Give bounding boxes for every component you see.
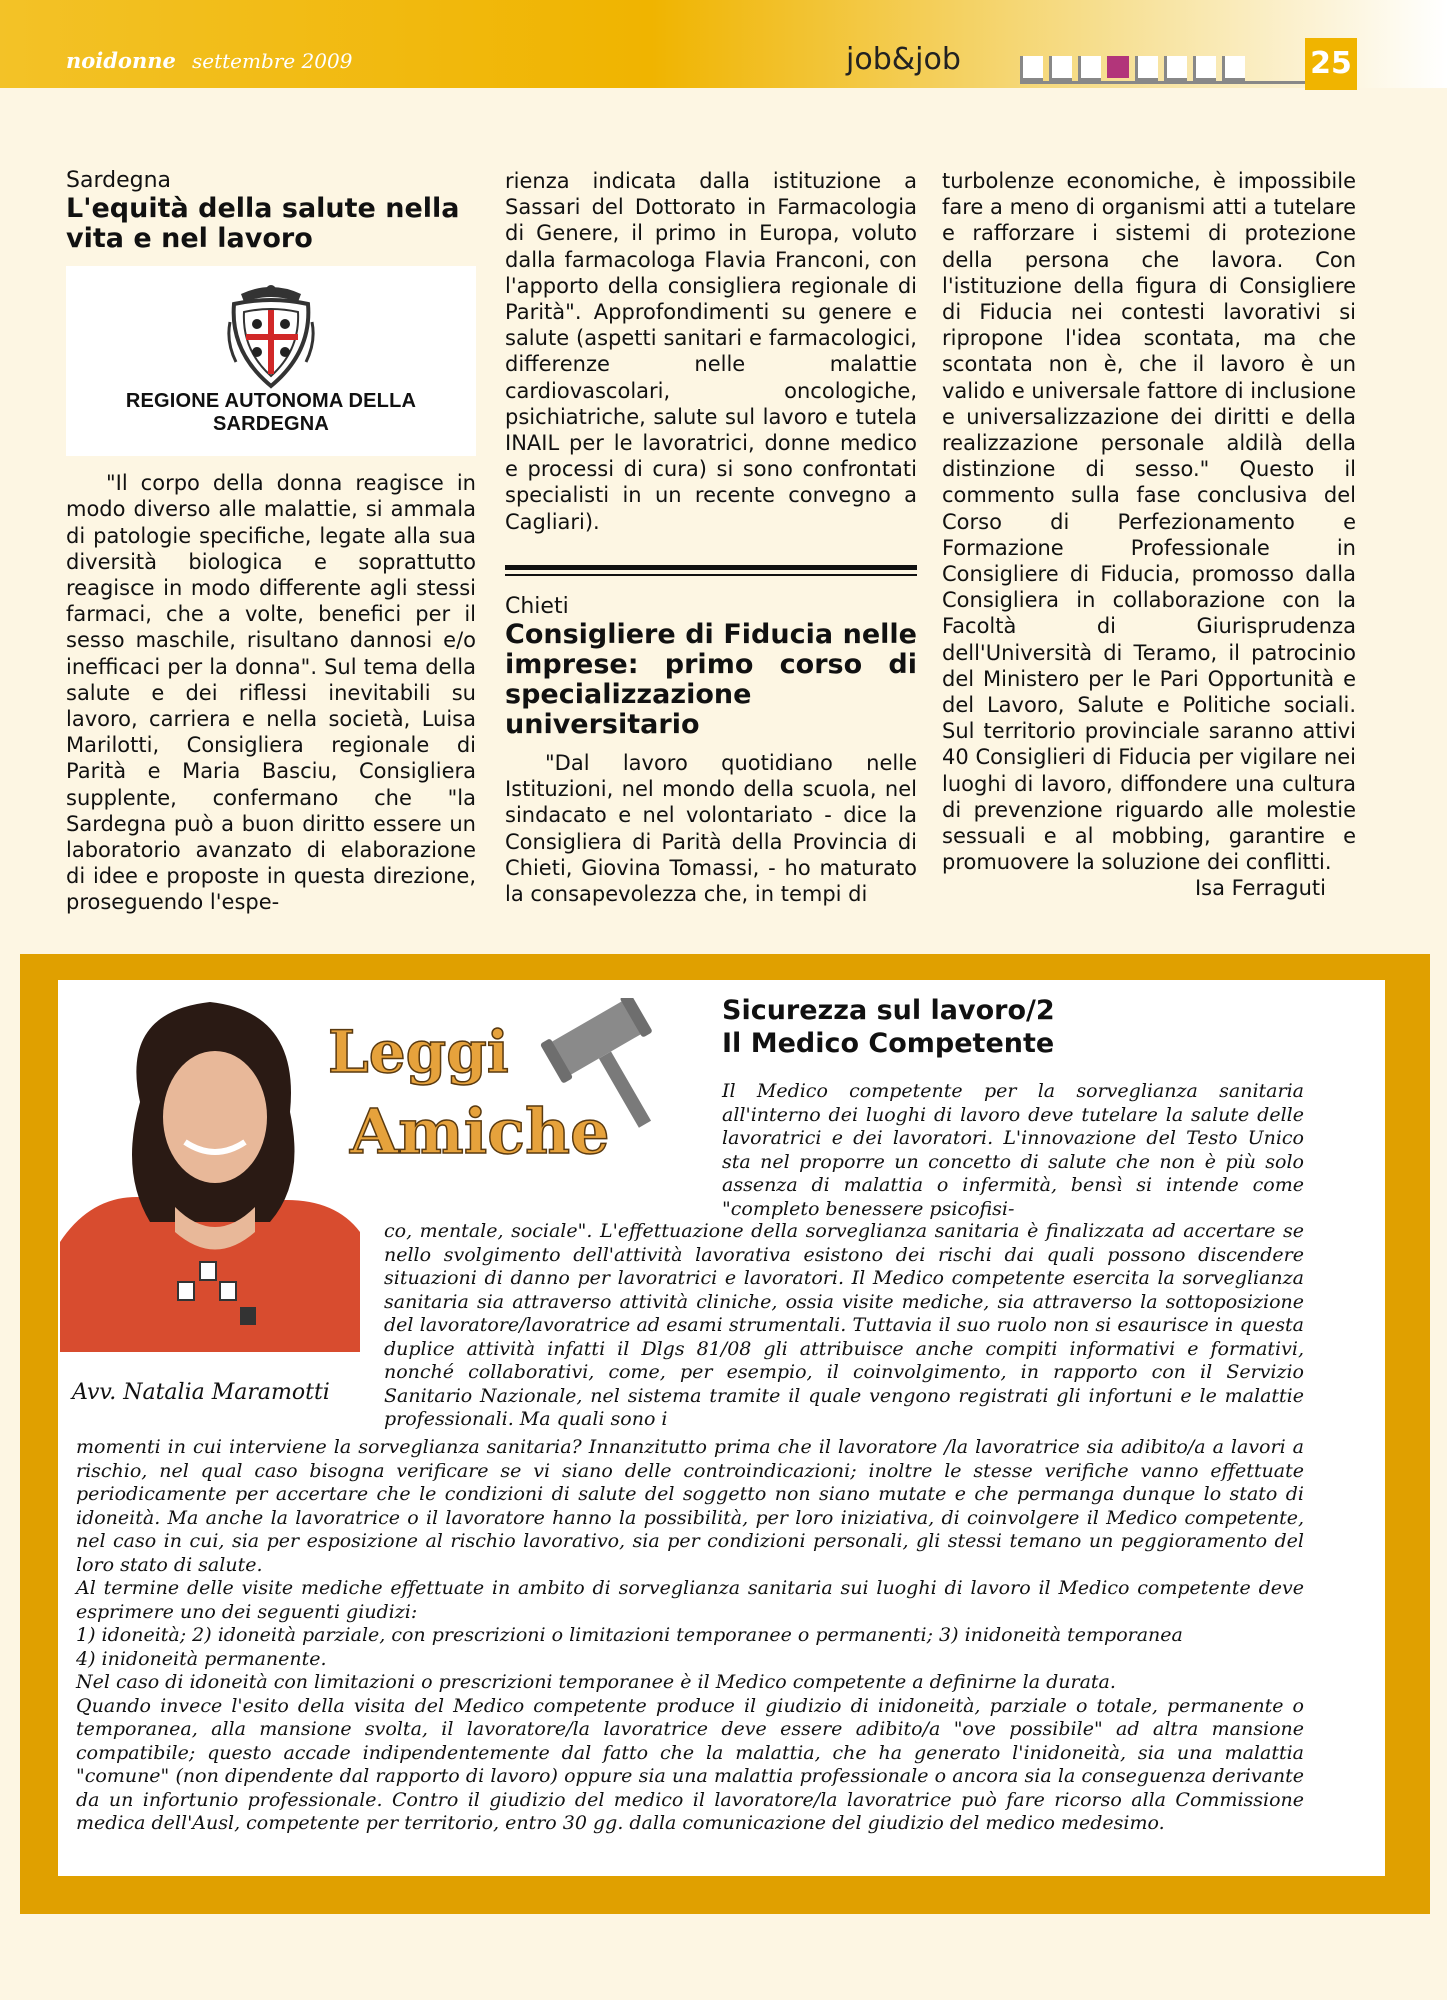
gavel-icon <box>520 998 690 1128</box>
author-portrait <box>60 982 360 1352</box>
header-rule <box>1020 81 1305 84</box>
box-paragraph-1-top: Il Medico competente per la sorveglianza sanitaria all'interno dei luoghi di lavoro deve tutelare la salute delle lavoratrici e dei lavoratori. L'innovazione del Testo Unico sta nel proporre un concetto di salute che non è più solo assenza di malattia o infermità, bensì si intende come "completo benessere psicofisi- <box>722 1080 1304 1220</box>
article1-kicker: Sardegna <box>66 168 171 193</box>
box-paragraph-3: 1) idoneità; 2) idoneità parziale, con prescrizioni o limitazioni temporanee o permanenti; 3) inidoneità temporanea <box>76 1624 1183 1646</box>
article2-author: Isa Ferraguti <box>1194 876 1326 901</box>
page-number: 25 <box>1305 38 1357 90</box>
column-1 <box>66 168 476 916</box>
box-paragraph-1-middle: co, mentale, sociale". L'effettuazione della sorveglianza sanitaria è finalizzata ad accertare se nello svolgimento dell'attività lavorativa esistono dei rischi dai quali possono discendere situazioni di danno per lavoratrici e lavoratori. Il Medico competente esercita la sorveglianza sanitaria sia attraverso attività cliniche, ossia visite mediche, sia attraverso la sottoposizione del lavoratore/lavoratrice ad esami strumentali. Tuttavia il suo ruolo non si esaurisce in questa duplice attività infatti il Dlgs 81/08 gli attribuisce anche compiti informativi e formativi, nonché collaborativi, come, per esempio, il coinvolgimento, in rapporto con il Servizio Sanitario Nazionale, nel sistema tramite il quale vengono registrati gli infortuni e le malattie professionali. Ma quali sono i <box>384 1220 1304 1430</box>
publication-name: noidonne <box>66 48 176 73</box>
article1-body-part2: rienza indicata dalla istituzione a Sassari del Dottorato in Farmacologia di Genere, il primo in Europa, voluto dalla farmacologa Flavia Franconi, con l'apporto della consigliera regionale di Parità". Approfondimenti su genere e salute (aspetti sanitari e farmacologici, differenze nelle malattie cardiovascolari, oncologiche, psichiatriche, salute sul lavoro e tutela INAIL per le lavoratrici, donne medico e processi di cura) si sono confrontati specialisti in un recente convegno a Cagliari). <box>505 169 917 534</box>
column-3 <box>942 168 1356 902</box>
article1-body-part1: "Il corpo della donna reagisce in modo diverso alle malattie, si ammala di patologie specifiche, legate alla sua diversità biologica e soprattutto reagisce in modo differente agli stessi farmaci, che a volte, benefici per il sesso maschile, risultano dannosi e/o inefficaci per la donna". Sul tema della salute e dei riflessi inevitabili su lavoro, carriera e nella società, Luisa Marilotti, Consigliera regionale di Parità e Maria Basciu, Consigliera supplente, confermano che "la Sardegna può a buon diritto essere un laboratorio avanzato di elaborazione di idee e proposte in questa direzione, proseguendo l'espe- <box>66 471 476 915</box>
region-logo <box>66 266 476 456</box>
box-title-line2: Il Medico Competente <box>722 1028 1055 1059</box>
article2-body-part2: turbolenze economiche, è impossibile fare a meno di organismi atti a tutelare e rafforzare i sistemi di protezione della persona che lavora. Con l'istituzione della figura di Consigliere di Fiducia nei contesti lavorativi si ripropone l'idea scontata, ma che scontata non è, che il lavoro è un valido e universale fattore di inclusione e universalizzazione dei diritti e della realizzazione personale aldilà della distinzione di sesso." Questo il commento sulla fase conclusiva del Corso di Perfezionamento e Formazione Professionale in Consigliere di Fiducia, promosso dalla Consigliera in collaborazione con la Facoltà di Giurisprudenza dell'Università di Teramo, il patrocinio del Ministero per le Pari Opportunità e del Lavoro, Salute e Politiche sociali. Sul territorio provinciale saranno attivi 40 Consiglieri di Fiducia per vigilare nei luoghi di lavoro, diffondere una cultura di prevenzione riguardo alle molestie sessuali e al mobbing, garantire e promuovere la soluzione dei conflitti. <box>942 169 1356 875</box>
section-boxes-decoration <box>1020 56 1245 81</box>
box-paragraph-1-bottom: momenti in cui interviene la sorveglianza sanitaria? Innanzitutto prima che il lavoratore /la lavoratrice sia adibito/a a lavori a rischio, nel qual caso bisogna verificare se vi siano delle controindicazioni; inoltre le stesse verifiche vanno effettuate periodicamente per accertare che le condizioni di salute del soggetto non siano mutate e che permanga dunque lo stato di idoneità. Ma anche la lavoratrice o il lavoratore hanno la possibilità, per loro iniziativa, di coinvolgere il Medico competente, nel caso in cui, sia per esposizione al rischio lavorativo, sia per condizioni personali, gli stessi temano un peggioramento del loro stato di salute. <box>76 1436 1304 1576</box>
page-header <box>0 0 1447 88</box>
leggi-amiche-logo-line2: Amiche <box>350 1095 610 1168</box>
portrait-caption: Avv. Natalia Maramotti <box>72 1380 330 1405</box>
sardinia-crest-icon <box>226 282 316 392</box>
section-name: job&job <box>846 42 961 77</box>
box-title <box>722 994 1055 1060</box>
region-logo-text: REGIONE AUTONOMA DELLA SARDEGNA <box>125 390 417 436</box>
article1-title: L'equità della salute nella vita e nel lavoro <box>66 193 460 255</box>
box-paragraph-2: Al termine delle visite mediche effettuate in ambito di sorveglianza sanitaria sui luoghi di lavoro il Medico competente deve esprimere uno dei seguenti giudizi: <box>76 1577 1304 1623</box>
box-title-line1: Sicurezza sul lavoro/2 <box>722 995 1055 1026</box>
box-body-top <box>722 1080 1304 1221</box>
article2-body-part1: "Dal lavoro quotidiano nelle Istituzioni, nel mondo della scuola, nel sindacato e nel volontariato - dice la Consigliera di Parità della Provincia di Chieti, Giovina Tomassi, - ho maturato la consapevolezza che, in tempi di <box>505 751 917 907</box>
box-paragraph-4: 4) inidoneità permanente. <box>76 1647 327 1670</box>
box-paragraph-5: Nel caso di idoneità con limitazioni o prescrizioni temporanee è il Medico competente a definirne la durata. <box>76 1671 1116 1693</box>
box-paragraph-6: Quando invece l'esito della visita del Medico competente produce il giudizio di inidoneità, parziale o totale, permanente o temporanea, alla mansione svolta, il lavoratore/la lavoratrice deve essere adibito/a "ove possibile" ad altra mansione compatibile; questo accade indipendentemente dal fatto che la malattia, che ha generato l'inidoneità, sia una malattia "comune" (non dipendente dal rapporto di lavoro) oppure sia una malattia professionale o ancora sia la conseguenza derivante da un infortunio professionale. Contro il giudizio del medico il lavoratore/la lavoratrice può fare ricorso alla Commissione medica dell'Ausl, competente per territorio, entro 30 gg. dalla comunicazione del giudizio del medico medesimo. <box>76 1694 1304 1834</box>
issue-date: settembre 2009 <box>192 49 353 73</box>
box-body-middle <box>384 1220 1304 1432</box>
box-body-bottom <box>76 1436 1304 1836</box>
column-2 <box>505 168 917 907</box>
article2-kicker: Chieti <box>505 593 569 619</box>
article2-title: Consigliere di Fiducia nelle imprese: primo corso di specializzazione universitario <box>505 619 917 741</box>
leggi-amiche-logo-line1: Leggi <box>328 1018 509 1086</box>
